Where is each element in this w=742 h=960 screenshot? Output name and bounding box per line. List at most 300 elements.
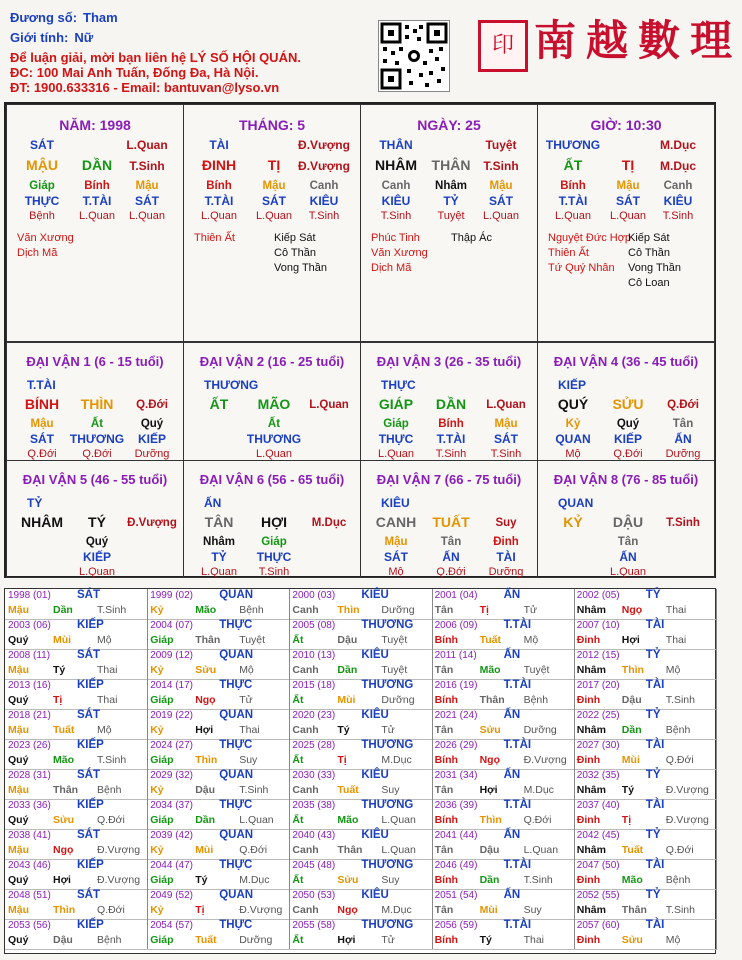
year-star: THỰC xyxy=(219,739,253,751)
year-label: 1999 (02) xyxy=(150,590,193,601)
year-cell xyxy=(289,769,432,800)
pillar-left-star: Thiên Ất xyxy=(548,247,589,259)
year-phase: Q.Đới xyxy=(97,814,125,826)
year-label: 2012 (15) xyxy=(576,650,620,661)
year-phase: Thai xyxy=(665,634,687,646)
year-phase: Q.Đới xyxy=(97,904,125,916)
year-star: KIÊU xyxy=(361,829,389,841)
year-star: TỶ xyxy=(645,829,661,841)
year-phase: T.Sinh xyxy=(97,604,127,616)
year-label: 2004 (07) xyxy=(150,620,193,631)
year-branch: Thìn xyxy=(195,754,218,766)
year-branch: Hợi xyxy=(195,724,214,736)
pillar-right-star: Kiếp Sát xyxy=(628,232,670,244)
year-label: 2011 (14) xyxy=(434,650,477,661)
pillar-star: T.TÀI xyxy=(82,194,112,208)
year-label: 2032 (35) xyxy=(576,770,620,781)
year-branch: Mùi xyxy=(621,754,640,766)
year-star: KIÊU xyxy=(361,769,389,781)
year-cell xyxy=(289,859,432,890)
dai-van-cell xyxy=(183,460,361,578)
pillar-star: THỰC xyxy=(24,194,60,208)
pillar-main: THÂN xyxy=(431,157,471,173)
year-phase: Đ.Vượng xyxy=(523,754,567,766)
dai-van-star: TÀI xyxy=(496,550,516,564)
year-cell xyxy=(574,679,717,710)
year-cell xyxy=(432,589,575,620)
year-cell xyxy=(147,919,290,950)
year-branch: Dần xyxy=(195,814,216,826)
dai-van-star: ẤN xyxy=(674,432,692,446)
pillar-main: ẤT xyxy=(563,157,583,173)
year-cell xyxy=(574,739,717,770)
dai-van-hidden: Quý xyxy=(140,418,164,430)
year-star: QUAN xyxy=(219,889,254,901)
year-branch: Dần xyxy=(337,664,358,676)
year-label: 2021 (24) xyxy=(434,710,478,721)
year-stem: Quý xyxy=(8,874,29,886)
pillar-star: T.TÀI xyxy=(204,194,234,208)
year-label: 2031 (34) xyxy=(434,770,478,781)
qr-code-icon[interactable] xyxy=(378,20,450,92)
dai-van-star: ẤN xyxy=(619,550,637,564)
year-cell xyxy=(289,679,432,710)
year-stem: Ất xyxy=(292,694,304,706)
pillar-main: DẦN xyxy=(81,157,113,173)
year-star: TỶ xyxy=(645,769,661,781)
dai-van-main: Q.Đới xyxy=(136,399,168,411)
year-stem: Canh xyxy=(292,784,319,796)
dai-van-phase: Dưỡng xyxy=(488,566,524,578)
year-stem: Bính xyxy=(434,934,458,946)
pillar-phase: L.Quan xyxy=(78,210,116,222)
year-stem: Giáp xyxy=(150,934,174,946)
year-label: 2015 (18) xyxy=(292,680,336,691)
year-star: THỰC xyxy=(219,919,253,931)
year-star: KIÊU xyxy=(361,889,389,901)
year-stem: Đinh xyxy=(576,634,601,646)
pillar-star: SÁT xyxy=(489,194,513,208)
dai-van-cell xyxy=(537,342,715,461)
year-cell xyxy=(289,649,432,680)
year-star: SÁT xyxy=(77,709,100,721)
year-stem: Tân xyxy=(434,784,454,796)
year-stem: Giáp xyxy=(150,634,174,646)
year-branch: Thân xyxy=(195,634,221,646)
dai-van-phase: L.Quan xyxy=(377,448,415,460)
year-branch: Tị xyxy=(337,754,347,766)
year-phase: Tuyệt xyxy=(239,634,266,646)
year-branch: Ngọ xyxy=(53,844,74,856)
contact-line: Để luận giải, mời bạn liên hệ LÝ SỐ HỘI QUÁN. xyxy=(10,50,301,65)
year-label: 2044 (47) xyxy=(150,860,193,871)
year-star: ẤN xyxy=(503,589,521,601)
year-star: ẤN xyxy=(503,889,521,901)
year-cell xyxy=(5,769,148,800)
dai-van-hidden: Kỷ xyxy=(565,418,581,430)
year-star: ẤN xyxy=(503,829,521,841)
year-star: THƯƠNG xyxy=(361,859,414,871)
year-phase: Q.Đới xyxy=(665,754,694,766)
year-star: TÀI xyxy=(645,739,665,751)
dai-van-phase: Q.Đới xyxy=(27,448,57,460)
year-phase: Mộ xyxy=(97,724,112,736)
year-cell xyxy=(147,769,290,800)
phone-line: ĐT: 1900.633316 - Email: bantuvan@lyso.vn xyxy=(10,80,280,95)
year-branch: Tuất xyxy=(337,784,359,796)
year-branch: Tý xyxy=(53,664,66,676)
dai-van-top-star: THƯƠNG xyxy=(204,378,259,392)
year-phase: Suy xyxy=(381,874,400,886)
pillar-hidden: Mậu xyxy=(616,180,640,192)
year-stem: Nhâm xyxy=(576,904,606,916)
year-branch: Ngọ xyxy=(479,754,501,766)
year-star: THỰC xyxy=(219,799,253,811)
year-label: 2029 (32) xyxy=(150,770,193,781)
pillar-main: Đ.Vượng xyxy=(298,159,350,173)
year-star: THƯƠNG xyxy=(361,799,414,811)
year-branch: Tý xyxy=(195,874,208,886)
dai-van-top-star: KIÊU xyxy=(381,496,410,510)
year-cell xyxy=(5,739,148,770)
pillar-phase: L.Quan xyxy=(128,210,166,222)
dai-van-main: L.Quan xyxy=(309,399,349,411)
dai-van-hidden: Tân xyxy=(617,536,639,548)
year-phase: Dưỡng xyxy=(239,934,273,946)
year-star: TỶ xyxy=(645,589,661,601)
year-branch: Mùi xyxy=(195,844,214,856)
year-branch: Thân xyxy=(53,784,79,796)
year-label: 2050 (53) xyxy=(292,890,336,901)
dai-van-hidden: Tân xyxy=(440,536,462,548)
year-star: ẤN xyxy=(503,769,521,781)
year-branch: Tị xyxy=(195,904,205,916)
year-cell xyxy=(5,829,148,860)
year-phase: Bệnh xyxy=(665,874,691,886)
year-branch: Mão xyxy=(53,754,74,766)
dai-van-top-star: T.TÀI xyxy=(27,378,56,392)
year-label: 2056 (59) xyxy=(434,920,478,931)
year-phase: M.Dục xyxy=(239,874,270,886)
year-branch: Hợi xyxy=(621,634,640,646)
year-stem: Tân xyxy=(434,904,454,916)
year-phase: T.Sinh xyxy=(97,754,127,766)
year-label: 1998 (01) xyxy=(8,590,51,601)
year-stem: Kỷ xyxy=(150,904,164,916)
dai-van-main: GIÁP xyxy=(378,396,414,412)
year-label: 2008 (11) xyxy=(8,650,51,661)
year-label: 2052 (55) xyxy=(576,890,620,901)
year-label: 2048 (51) xyxy=(8,890,51,901)
year-stem: Bính xyxy=(434,754,458,766)
pillar-right-star: Vong Thần xyxy=(628,262,682,274)
year-label: 2001 (04) xyxy=(434,590,478,601)
pillar-star: SÁT xyxy=(616,194,640,208)
year-stem: Kỷ xyxy=(150,844,164,856)
year-phase: Đ.Vượng xyxy=(97,874,141,886)
pillar-phase: L.Quan xyxy=(200,210,238,222)
year-cell xyxy=(574,649,717,680)
year-cell xyxy=(289,589,432,620)
year-branch: Thân xyxy=(337,844,363,856)
seal-stamp: 印 xyxy=(478,20,528,72)
pillar-phase: L.Quan xyxy=(255,210,293,222)
year-label: 2027 (30) xyxy=(576,740,620,751)
year-stem: Mậu xyxy=(8,664,29,676)
dai-van-hidden: Bính xyxy=(438,418,464,430)
name-line xyxy=(10,10,118,25)
year-branch: Hợi xyxy=(479,784,498,796)
year-star: QUAN xyxy=(219,589,254,601)
dai-van-hidden: Ất xyxy=(267,418,281,430)
dai-van-main: Q.Đới xyxy=(667,399,699,411)
year-stem: Bính xyxy=(434,814,458,826)
year-label: 2047 (50) xyxy=(576,860,620,871)
address-line: ĐC: 100 Mai Anh Tuấn, Đống Đa, Hà Nội. xyxy=(10,65,259,80)
year-branch: Sửu xyxy=(53,814,75,826)
pillar-star: KIÊU xyxy=(381,194,411,208)
year-label: 2035 (38) xyxy=(292,800,336,811)
pillar-star: T.TÀI xyxy=(558,194,588,208)
dai-van-main: QUÝ xyxy=(557,396,589,412)
dai-van-title: ĐẠI VẬN 5 (46 - 55 tuổi) xyxy=(22,472,168,487)
dai-van-hidden: Nhâm xyxy=(203,536,235,548)
year-phase: Thai xyxy=(665,604,687,616)
dai-van-cell xyxy=(360,342,538,461)
pillar-title: THÁNG: 5 xyxy=(238,117,306,133)
year-stem: Tân xyxy=(434,724,454,736)
year-cell xyxy=(147,739,290,770)
year-star: KIÊU xyxy=(361,709,389,721)
year-label: 2014 (17) xyxy=(150,680,193,691)
dai-van-star: KIẾP xyxy=(82,550,112,564)
dai-van-main: HỢI xyxy=(261,514,287,530)
pillar-top-star: M.Dục xyxy=(660,138,696,152)
year-phase: T.Sinh xyxy=(239,784,269,796)
year-stem: Quý xyxy=(8,934,29,946)
year-branch: Thìn xyxy=(621,664,644,676)
pillar-phase: L.Quan xyxy=(482,210,520,222)
pillar-hidden: Bính xyxy=(560,180,586,192)
year-stem: Đinh xyxy=(576,874,601,886)
pillar-hidden: Canh xyxy=(309,180,339,192)
year-star: T.TÀI xyxy=(503,739,532,751)
year-label: 2045 (48) xyxy=(292,860,336,871)
year-branch: Ngọ xyxy=(337,904,358,916)
year-stem: Kỷ xyxy=(150,664,164,676)
year-cell xyxy=(147,649,290,680)
pillar-phase: Tuyệt xyxy=(437,210,465,222)
dai-van-hidden: Quý xyxy=(85,536,109,548)
year-phase: Tử xyxy=(381,724,395,736)
gender-label: Giới tính: xyxy=(10,30,69,45)
year-branch: Hợi xyxy=(337,934,356,946)
dai-van-star: THƯƠNG xyxy=(246,432,302,446)
year-phase: Tuyệt xyxy=(523,664,550,676)
year-stem: Canh xyxy=(292,724,319,736)
pillar-right-star: Vong Thần xyxy=(274,262,328,274)
year-cell xyxy=(432,709,575,740)
dai-van-main: TÝ xyxy=(88,514,106,530)
year-branch: Dần xyxy=(621,724,642,736)
year-stem: Kỷ xyxy=(150,604,164,616)
year-branch: Mùi xyxy=(337,694,356,706)
year-star: QUAN xyxy=(219,769,254,781)
dai-van-star: THỰC xyxy=(256,550,292,564)
year-branch: Tuất xyxy=(621,844,644,856)
year-star: SÁT xyxy=(77,829,100,841)
year-phase: Thai xyxy=(523,934,545,946)
year-table xyxy=(4,588,716,954)
year-branch: Tị xyxy=(479,604,489,616)
pillar-left-star: Dịch Mã xyxy=(371,262,412,274)
year-star: SÁT xyxy=(77,889,100,901)
year-phase: Mộ xyxy=(239,664,254,676)
year-star: TÀI xyxy=(645,799,665,811)
dai-van-main: NHÂM xyxy=(21,514,63,530)
year-star: THỰC xyxy=(219,679,253,691)
year-cell xyxy=(289,799,432,830)
year-phase: Tử xyxy=(523,604,538,616)
dai-van-title: ĐẠI VẬN 3 (26 - 35 tuổi) xyxy=(376,354,522,369)
year-stem: Nhâm xyxy=(576,604,606,616)
pillar-hidden: Bính xyxy=(84,180,110,192)
year-cell xyxy=(574,589,717,620)
year-label: 2000 (03) xyxy=(292,590,336,601)
year-label: 2026 (29) xyxy=(434,740,478,751)
year-phase: Mộ xyxy=(97,634,112,646)
dai-van-star: KIẾP xyxy=(613,432,643,446)
year-stem: Bính xyxy=(434,634,458,646)
year-branch: Mùi xyxy=(53,634,72,646)
year-label: 2019 (22) xyxy=(150,710,193,721)
year-branch: Sửu xyxy=(479,724,501,736)
pillar-star: KIÊU xyxy=(309,194,339,208)
year-label: 2028 (31) xyxy=(8,770,51,781)
year-phase: Thai xyxy=(97,664,118,676)
dai-van-main: DẦN xyxy=(435,396,467,412)
year-label: 2037 (40) xyxy=(576,800,620,811)
year-cell xyxy=(289,829,432,860)
dai-van-phase: T.Sinh xyxy=(435,448,467,460)
dai-van-main: THÌN xyxy=(80,396,114,412)
dai-van-star: TỶ xyxy=(211,550,227,564)
year-branch: Dần xyxy=(479,874,500,886)
chart-grid xyxy=(4,102,716,578)
year-phase: Dưỡng xyxy=(523,724,557,736)
pillar-left-star: Dịch Mã xyxy=(17,247,58,259)
year-cell xyxy=(574,619,717,650)
year-phase: Tuyệt xyxy=(381,664,408,676)
year-stem: Nhâm xyxy=(576,844,606,856)
year-cell xyxy=(5,679,148,710)
dai-van-title: ĐẠI VẬN 1 (6 - 15 tuổi) xyxy=(26,354,164,369)
year-branch: Dần xyxy=(53,604,73,616)
pillar-top-star: L.Quan xyxy=(126,138,168,152)
year-star: KIẾP xyxy=(77,619,104,631)
year-branch: Thân xyxy=(479,694,505,706)
year-label: 2055 (58) xyxy=(292,920,336,931)
pillar-title: GIỜ: 10:30 xyxy=(590,117,662,133)
year-stem: Mậu xyxy=(8,604,29,616)
year-phase: Bệnh xyxy=(665,724,691,736)
year-branch: Tý xyxy=(479,934,492,946)
dai-van-phase: Q.Đới xyxy=(82,448,112,460)
year-star: T.TÀI xyxy=(503,919,532,931)
dai-van-title: ĐẠI VẬN 2 (16 - 25 tuổi) xyxy=(199,354,345,369)
year-star: KIẾP xyxy=(77,799,104,811)
pillar-top-star: Tuyệt xyxy=(485,138,517,152)
year-star: QUAN xyxy=(219,709,254,721)
year-star: ẤN xyxy=(503,649,521,661)
dai-van-main: T.Sinh xyxy=(666,517,700,529)
year-cell xyxy=(574,829,717,860)
year-phase: Tuyệt xyxy=(381,634,408,646)
year-star: TỶ xyxy=(645,709,661,721)
year-star: T.TÀI xyxy=(503,619,532,631)
pillar-main: ĐINH xyxy=(201,157,237,173)
pillar-right-star: Cô Loan xyxy=(628,277,670,289)
year-phase: Dưỡng xyxy=(381,604,415,616)
year-phase: Bệnh xyxy=(239,604,264,616)
year-branch: Tị xyxy=(53,694,63,706)
year-branch: Ngọ xyxy=(195,694,216,706)
year-label: 2040 (43) xyxy=(292,830,336,841)
year-stem: Giáp xyxy=(150,814,174,826)
pillar-title: NGÀY: 25 xyxy=(417,117,481,133)
year-cell xyxy=(5,709,148,740)
year-label: 2042 (45) xyxy=(576,830,620,841)
pillar-left-star: Văn Xương xyxy=(371,247,428,259)
year-phase: Bệnh xyxy=(97,934,122,946)
year-label: 2020 (23) xyxy=(292,710,336,721)
pillar-top-star: SÁT xyxy=(30,138,54,152)
year-label: 2039 (42) xyxy=(150,830,193,841)
year-star: TÀI xyxy=(645,679,665,691)
year-cell xyxy=(5,859,148,890)
dai-van-star: SÁT xyxy=(30,432,54,446)
year-star: SÁT xyxy=(77,649,100,661)
year-cell xyxy=(432,889,575,920)
pillar-star: SÁT xyxy=(135,194,159,208)
year-phase: Đ.Vượng xyxy=(665,814,709,826)
year-phase: T.Sinh xyxy=(665,904,695,916)
year-label: 2013 (16) xyxy=(8,680,51,691)
year-phase: L.Quan xyxy=(239,814,274,826)
dai-van-hidden: Quý xyxy=(616,418,640,430)
pillar-hidden: Mậu xyxy=(489,180,513,192)
year-phase: Bệnh xyxy=(97,784,122,796)
year-phase: M.Dục xyxy=(381,754,412,766)
year-branch: Mão xyxy=(479,664,501,676)
year-phase: Dưỡng xyxy=(381,694,415,706)
pillar-right-star: Kiếp Sát xyxy=(274,232,316,244)
year-stem: Giáp xyxy=(150,694,174,706)
year-star: THƯƠNG xyxy=(361,679,414,691)
year-star: SÁT xyxy=(77,589,100,601)
year-branch: Dậu xyxy=(337,634,358,646)
pillar-right-star: Thập Ác xyxy=(451,232,492,244)
dai-van-main: DẬU xyxy=(612,514,644,530)
dai-van-main: TÂN xyxy=(204,514,234,530)
dai-van-main: TUẤT xyxy=(432,514,470,530)
gender-line xyxy=(10,30,93,45)
year-star: THỰC xyxy=(219,619,253,631)
year-star: KIÊU xyxy=(361,649,389,661)
dai-van-phase: Dưỡng xyxy=(134,448,170,460)
dai-van-top-star: KIẾP xyxy=(558,378,587,392)
dai-van-main: M.Dục xyxy=(311,517,347,529)
